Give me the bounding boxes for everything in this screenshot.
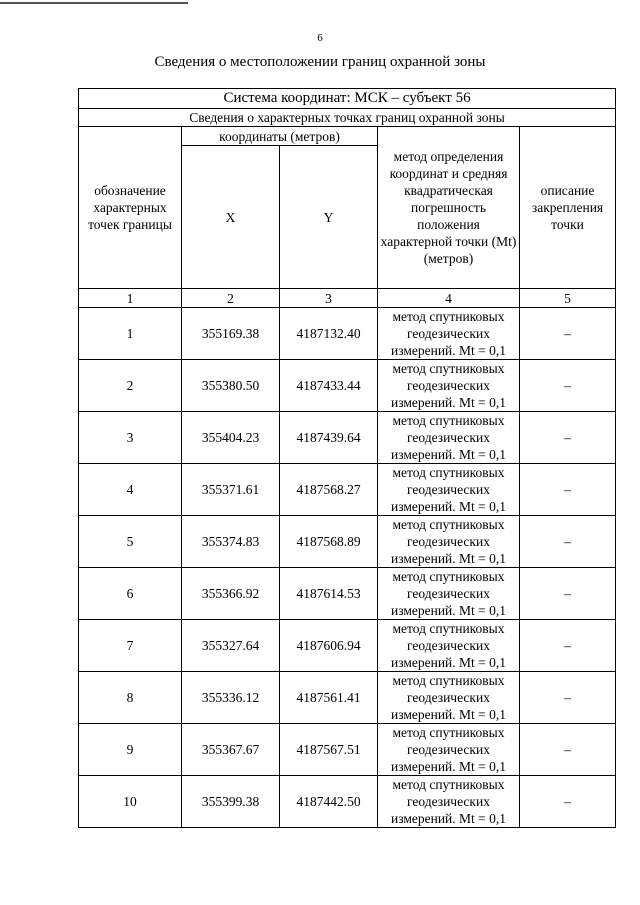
x-coordinate: 355367.67 [182,724,280,776]
method-description: метод спутниковых геодезических измерений. Mt = 0,1 [378,620,520,672]
y-coordinate: 4187614.53 [280,568,378,620]
method-description: метод спутниковых геодезических измерений. Mt = 0,1 [378,568,520,620]
fixing-description: – [520,776,616,828]
column-number: 2 [182,289,280,308]
header-y: Y [280,146,378,289]
page-number: 6 [317,32,323,44]
header-designation: обозначение характерных точек границы [79,127,182,289]
boundary-points-table [78,88,616,828]
y-coordinate: 4187132.40 [280,308,378,360]
method-description: метод спутниковых геодезических измерений. Mt = 0,1 [378,516,520,568]
table-row [79,672,616,724]
table-row [79,464,616,516]
table-row [79,412,616,464]
column-number: 1 [79,289,182,308]
x-coordinate: 355371.61 [182,464,280,516]
table-row [79,724,616,776]
table-row [79,516,616,568]
point-number: 9 [79,724,182,776]
y-coordinate: 4187442.50 [280,776,378,828]
table-row [79,360,616,412]
method-description: метод спутниковых геодезических измерений. Mt = 0,1 [378,464,520,516]
point-number: 1 [79,308,182,360]
column-number: 3 [280,289,378,308]
y-coordinate: 4187561.41 [280,672,378,724]
table-row [79,308,616,360]
method-description: метод спутниковых геодезических измерений. Mt = 0,1 [378,412,520,464]
document-title: Сведения о местоположении границ охранной зоны [154,54,486,70]
table-body [79,89,616,828]
y-coordinate: 4187606.94 [280,620,378,672]
top-rule-divider [0,2,188,4]
x-coordinate: 355380.50 [182,360,280,412]
fixing-description: – [520,308,616,360]
column-number: 4 [378,289,520,308]
point-number: 3 [79,412,182,464]
x-coordinate: 355336.12 [182,672,280,724]
fixing-description: – [520,516,616,568]
point-number: 6 [79,568,182,620]
method-description: метод спутниковых геодезических измерений. Mt = 0,1 [378,776,520,828]
x-coordinate: 355327.64 [182,620,280,672]
point-number: 7 [79,620,182,672]
table-row [79,620,616,672]
fixing-description: – [520,620,616,672]
point-number: 10 [79,776,182,828]
y-coordinate: 4187568.27 [280,464,378,516]
method-description: метод спутниковых геодезических измерений. Mt = 0,1 [378,672,520,724]
table-subtitle: Сведения о характерных точках границ охранной зоны [79,109,616,127]
fixing-description: – [520,412,616,464]
fixing-description: – [520,672,616,724]
y-coordinate: 4187568.89 [280,516,378,568]
fixing-description: – [520,464,616,516]
method-description: метод спутниковых геодезических измерений. Mt = 0,1 [378,308,520,360]
column-number: 5 [520,289,616,308]
column-number-row [79,289,616,308]
coordinate-system-caption: Система координат: МСК – субъект 56 [79,89,616,109]
header-fixing: описание закрепления точки [520,127,616,289]
fixing-description: – [520,724,616,776]
y-coordinate: 4187567.51 [280,724,378,776]
fixing-description: – [520,360,616,412]
point-number: 2 [79,360,182,412]
table-row [79,568,616,620]
fixing-description: – [520,568,616,620]
point-number: 4 [79,464,182,516]
table-row [79,776,616,828]
point-number: 5 [79,516,182,568]
y-coordinate: 4187433.44 [280,360,378,412]
point-number: 8 [79,672,182,724]
x-coordinate: 355169.38 [182,308,280,360]
x-coordinate: 355404.23 [182,412,280,464]
x-coordinate: 355366.92 [182,568,280,620]
header-coordinates: координаты (метров) [182,127,378,146]
method-description: метод спутниковых геодезических измерений. Mt = 0,1 [378,724,520,776]
x-coordinate: 355374.83 [182,516,280,568]
x-coordinate: 355399.38 [182,776,280,828]
header-method: метод определения координат и средняя квадратическая погрешность положения характерной точки (Mt) (метров) [378,127,520,289]
method-description: метод спутниковых геодезических измерений. Mt = 0,1 [378,360,520,412]
header-x: X [182,146,280,289]
y-coordinate: 4187439.64 [280,412,378,464]
